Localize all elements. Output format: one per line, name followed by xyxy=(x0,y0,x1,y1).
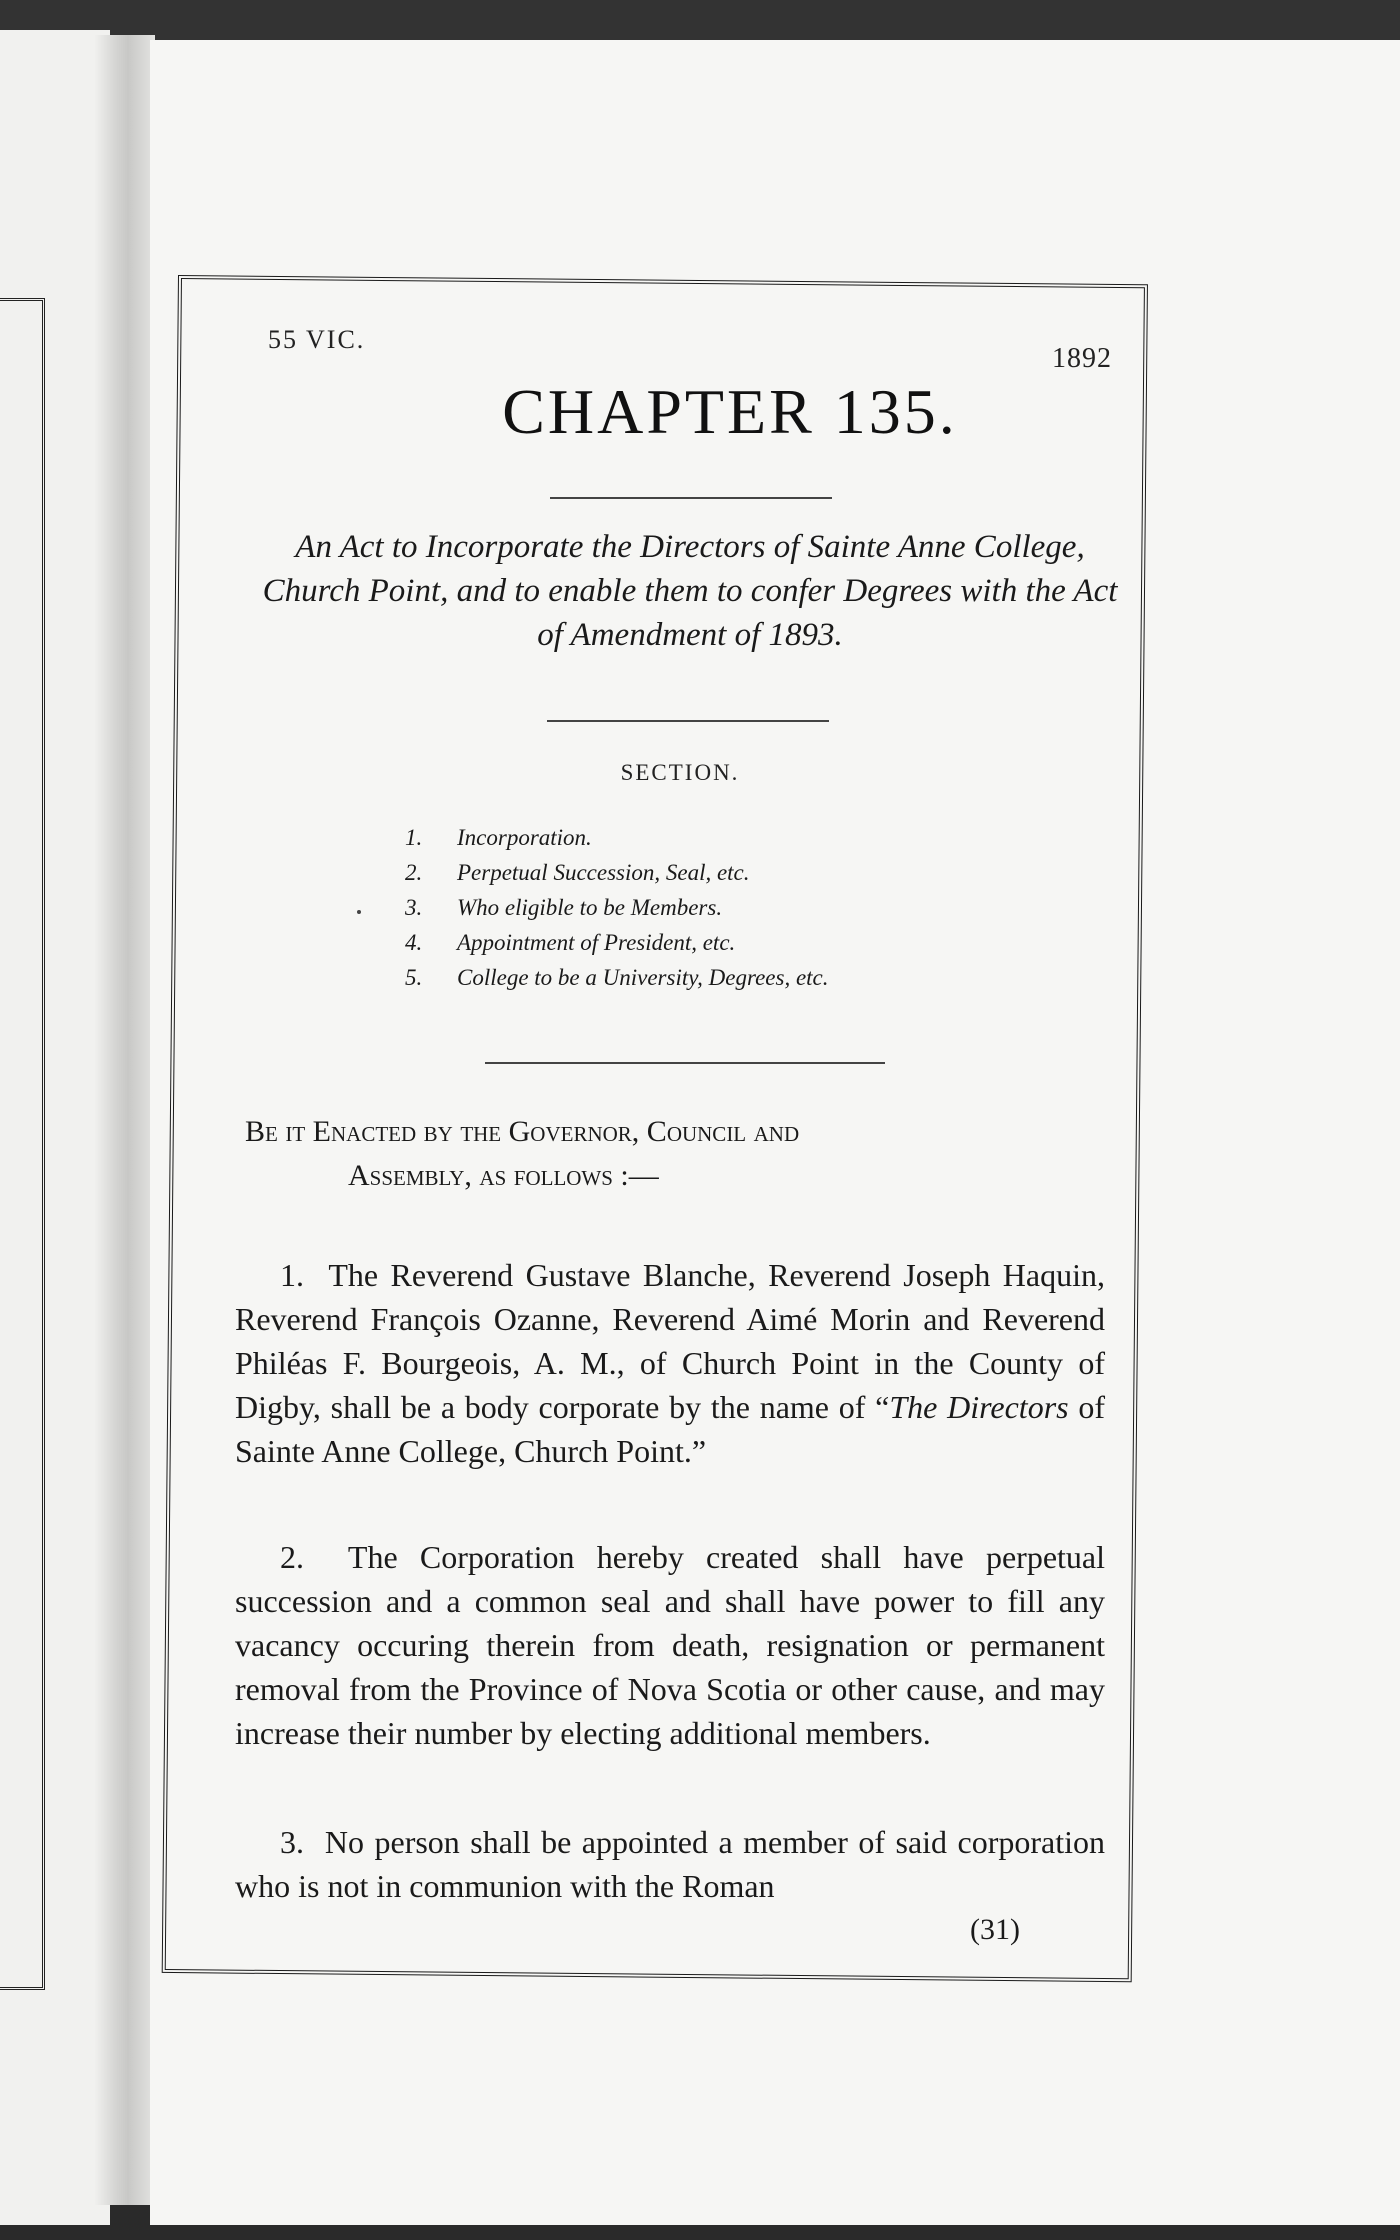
section-number: 5. xyxy=(405,965,423,990)
clause-number: 1. xyxy=(280,1257,304,1293)
act-title: An Act to Incorporate the Directors of Sainte Anne College, Church Point, and to enable them to confer Degrees with the Act of Amendment of 1893. xyxy=(262,529,1118,653)
divider-rule xyxy=(485,1062,885,1064)
enacting-clause-line: Assembly, as follows :— xyxy=(348,1159,659,1192)
section-number: 3. xyxy=(405,895,423,920)
clause-2 xyxy=(235,1535,1105,1755)
clause-text: The Reverend Gustave Blanche, Reverend Joseph Haquin, Reverend François Ozanne, Reverend Aimé Morin and Reverend Philéas F. Bourgeois, A. M., of Church Point in the County of Digby, shall be a body corporate by the name of “ xyxy=(235,1257,1106,1425)
section-number: 4. xyxy=(405,930,423,955)
book-gutter xyxy=(95,35,155,2205)
section-number: 2. xyxy=(405,860,423,885)
clause-1 xyxy=(235,1253,1105,1473)
section-list-item xyxy=(405,930,1025,965)
running-head-right: 1892 xyxy=(1052,343,1112,374)
facing-page xyxy=(0,30,110,2225)
section-title: Incorporation. xyxy=(457,825,592,850)
clause-text: No person shall be appointed a member of said corporation who is not in communion with the Roman xyxy=(235,1824,1106,1904)
enacting-clause-line: Be it Enacted by the Governor, Council and xyxy=(245,1115,800,1148)
section-title: Appointment of President, etc. xyxy=(457,930,736,955)
section-list-item xyxy=(405,825,1025,860)
clause-number: 2. xyxy=(280,1539,304,1575)
running-head-left: 55 VIC. xyxy=(268,325,366,354)
section-title: College to be a University, Degrees, etc. xyxy=(457,965,829,990)
section-list-item xyxy=(405,895,1025,930)
scan-border xyxy=(0,0,1400,42)
section-list xyxy=(405,825,1025,1000)
section-list-item xyxy=(405,965,1025,1000)
clause-text: of Sainte Anne College, Church Point.” xyxy=(235,1389,1106,1469)
clause-italic-text: The Directors xyxy=(889,1389,1069,1425)
chapter-title: CHAPTER 135. xyxy=(502,376,958,447)
clause-text: The Corporation hereby created shall have perpetual succession and a common seal and shall have power to fill any vacancy occuring therein from death, resignation or permanent removal from the Province of Nova Scotia or other cause, and may increase their number by electing additional members. xyxy=(235,1539,1105,1751)
divider-rule xyxy=(547,720,829,722)
ink-speck xyxy=(357,910,361,914)
facing-page-frame xyxy=(0,298,45,1990)
section-title: Who eligible to be Members. xyxy=(457,895,723,920)
divider-rule xyxy=(550,497,832,499)
clause-number: 3. xyxy=(280,1824,304,1860)
clause-3 xyxy=(235,1820,1105,1908)
section-number: 1. xyxy=(405,825,423,850)
section-list-item xyxy=(405,860,1025,895)
enacting-clause xyxy=(245,1110,1130,1198)
section-title: Perpetual Succession, Seal, etc. xyxy=(457,860,750,885)
section-heading: SECTION. xyxy=(620,760,740,785)
page-number: (31) xyxy=(970,1913,1020,1946)
